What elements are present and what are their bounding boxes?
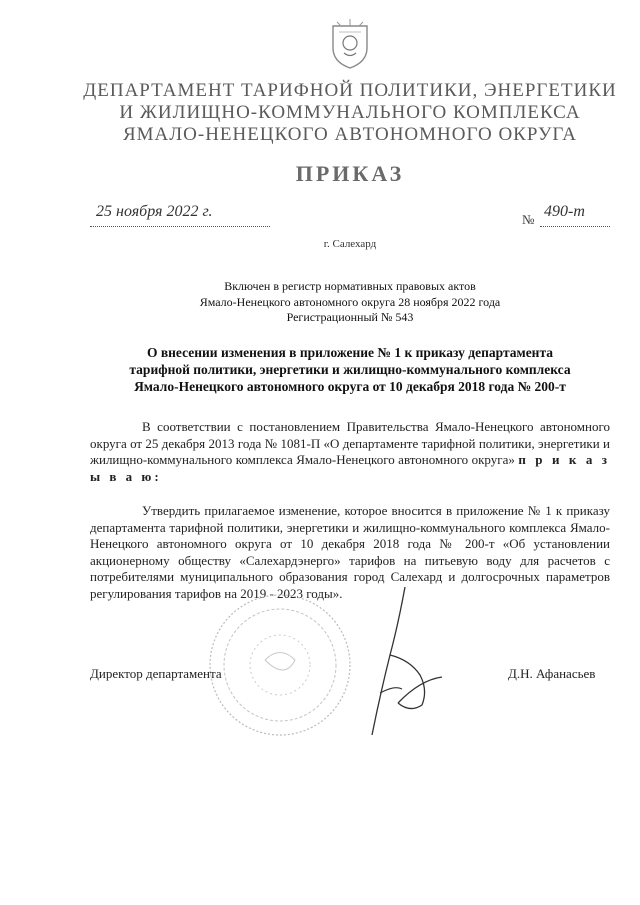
round-seal-stamp: [205, 590, 355, 740]
preamble-paragraph: [90, 419, 610, 485]
signer-title: Директор департамента: [90, 666, 222, 681]
city-label: г. Салехард: [323, 238, 377, 250]
registry-line-1: Включен в регистр нормативных правовых актов: [224, 279, 476, 293]
document-number: 490-т: [544, 203, 585, 220]
department-title-line-3: ЯМАЛО-НЕНЕЦКОГО АВТОНОМНОГО ОКРУГА: [122, 124, 578, 145]
subject-line-3: Ямало-Ненецкого автономного округа от 10 декабря 2018 года № 200-т: [134, 379, 566, 394]
preamble-text: В соответствии с постановлением Правительства Ямало-Ненецкого автономного округа от 25 декабря 2013 года № 1081-П «О департаменте тарифной политики, энергетики и жилищно-коммунального комплекса Ямало-Ненецкого автономного округа»: [90, 419, 610, 467]
registry-line-2: Ямало-Ненецкого автономного округа 28 ноября 2022 года: [199, 295, 501, 309]
document-date: 25 ноября 2022 г.: [96, 203, 213, 220]
department-title-line-2: И ЖИЛИЩНО-КОММУНАЛЬНОГО КОМПЛЕКСА: [119, 102, 581, 123]
coat-of-arms-icon: [327, 18, 373, 70]
department-title-line-1: ДЕПАРТАМЕНТ ТАРИФНОЙ ПОЛИТИКИ, ЭНЕРГЕТИКИ: [83, 80, 617, 101]
signer-name: Д.Н. Афанасьев: [508, 666, 596, 681]
handwritten-signature: [350, 585, 450, 745]
document-type-title: ПРИКАЗ: [295, 161, 405, 186]
order-word: п р и к а з ы в а ю:: [90, 452, 611, 484]
subject-line-2: тарифной политики, энергетики и жилищно-коммунального комплекса: [129, 362, 571, 377]
registry-line-3: Регистрационный № 543: [286, 310, 414, 324]
number-prefix: №: [522, 212, 535, 227]
subject-line-1: О внесении изменения в приложение № 1 к приказу департамента: [146, 345, 554, 360]
directive-paragraph: Утвердить прилагаемое изменение, которое вносится в приложение № 1 к приказу департамента тарифной политики, энергетики и жилищно-коммунального комплекса Ямало-Ненецкого автономного округа от 10 декабря 2018 года № 200-т «Об установлении акционерному обществу «Салехардэнерго» тарифов на питьевую воду для расчетов с потребителями муниципального образования город Салехард и долгосрочных параметров регулирования тарифов на 2019 - 2023 годы».: [90, 503, 610, 601]
